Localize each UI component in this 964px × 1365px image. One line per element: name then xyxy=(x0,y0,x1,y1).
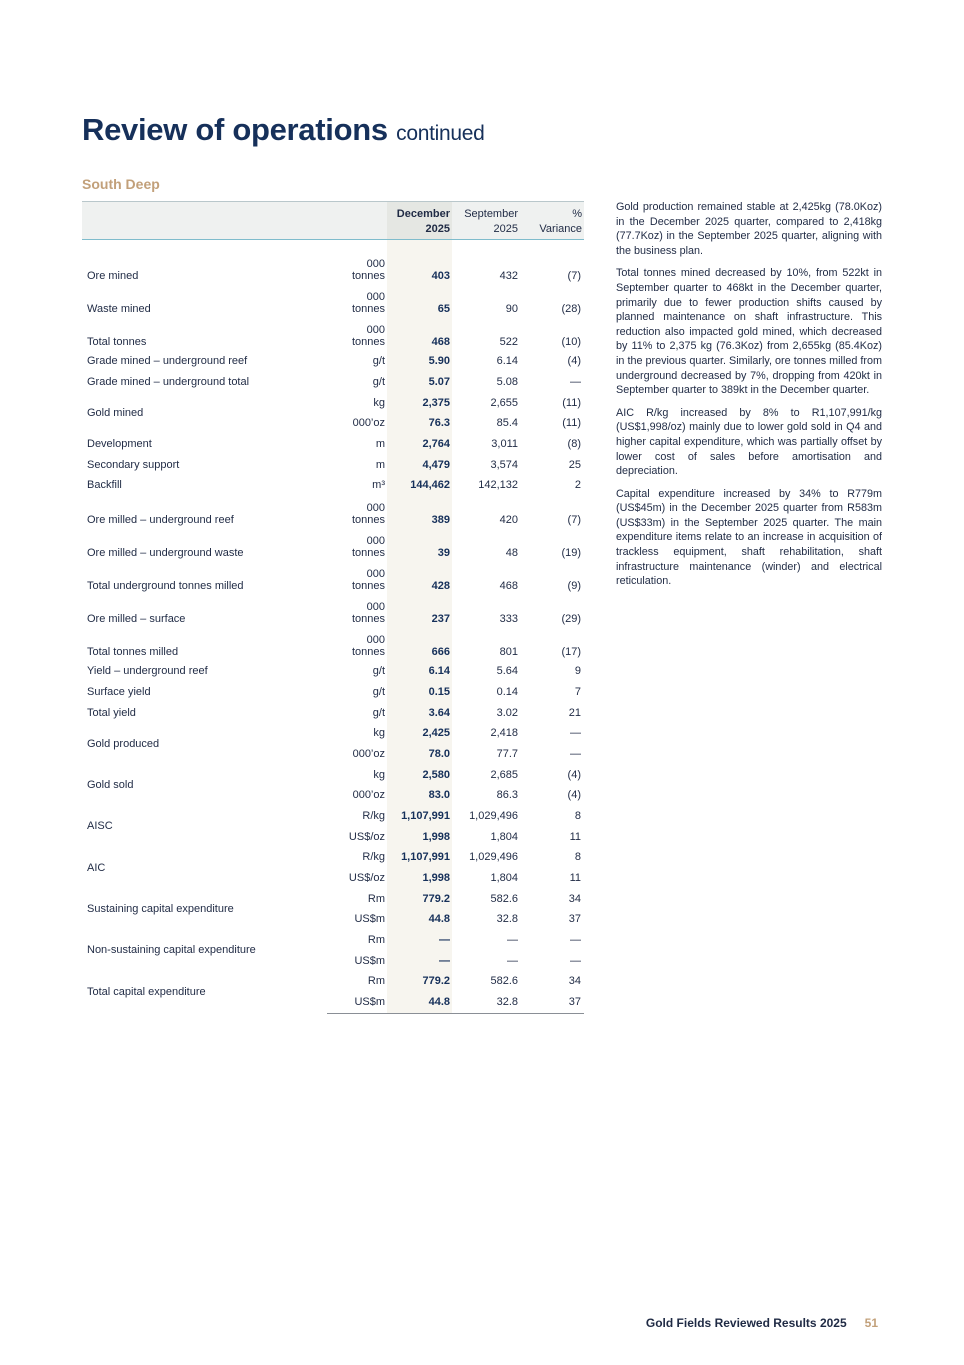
page-title-suffix: continued xyxy=(396,122,485,145)
row-unit: g/t xyxy=(372,355,385,368)
row-variance: 37 xyxy=(520,992,584,1013)
table-row xyxy=(82,847,584,868)
row-label: Waste mined xyxy=(87,303,151,315)
row-label: Ore milled – underground waste xyxy=(87,546,244,559)
row-current-value: 1,107,991 xyxy=(387,847,452,868)
header-current-period: December 2025 xyxy=(387,202,452,240)
commentary xyxy=(616,200,882,597)
table-row xyxy=(82,661,584,682)
row-current-value: 44.8 xyxy=(387,992,452,1013)
row-variance: 34 xyxy=(568,892,581,905)
row-label: Development xyxy=(87,438,152,451)
table-row xyxy=(82,318,584,351)
row-unit: 000 tonnes xyxy=(351,567,385,592)
table-row xyxy=(82,723,584,744)
commentary-paragraph: Capital expenditure increased by 34% to R779m (US$45m) in the December 2025 quarter from R583m (US$33m) in the September 2025 quarter. The main expenditure items relate to an increase in acquisition of trackless equipment, shaft rehabilitation, shaft infrastructure maintenance (winder) and electrical reticulation. xyxy=(616,487,882,588)
row-variance: 34 xyxy=(568,975,581,988)
row-previous-value: 2,685 xyxy=(490,768,518,781)
row-label: Total tonnes xyxy=(87,336,147,348)
table-row xyxy=(82,372,584,393)
table-row xyxy=(82,392,584,413)
row-previous-value: 32.8 xyxy=(452,992,520,1013)
row-label: Gold mined xyxy=(87,407,144,420)
row-unit: kg xyxy=(373,768,385,781)
row-variance: 37 xyxy=(568,913,581,926)
row-unit: g/t xyxy=(372,665,385,678)
row-unit: US$m xyxy=(354,913,385,926)
table-row xyxy=(82,764,584,785)
row-variance: (4) xyxy=(567,768,581,781)
row-previous-value: — xyxy=(507,934,518,947)
row-previous-value: 77.7 xyxy=(496,747,518,760)
table-row xyxy=(82,475,584,496)
row-variance: (17) xyxy=(561,645,581,658)
row-current-value: 0.15 xyxy=(387,682,452,703)
row-variance: (7) xyxy=(567,270,581,282)
row-current-value: 2,764 xyxy=(387,434,452,455)
row-label: Ore milled – surface xyxy=(87,612,186,625)
row-variance: — xyxy=(570,727,581,740)
row-current-value: 779.2 xyxy=(387,888,452,909)
row-current-value: 2,425 xyxy=(387,723,452,744)
row-previous-value: 90 xyxy=(505,303,518,315)
table-row xyxy=(82,930,584,951)
row-previous-value: 2,418 xyxy=(490,727,518,740)
row-previous-value: 3,574 xyxy=(490,458,518,471)
row-current-value: — xyxy=(387,930,452,951)
row-current-value: 83.0 xyxy=(387,785,452,806)
row-current-value: 666 xyxy=(387,628,452,661)
row-label: Ore mined xyxy=(87,270,139,282)
row-previous-value: 582.6 xyxy=(490,975,518,988)
operations-table xyxy=(82,201,584,1014)
table-row xyxy=(82,682,584,703)
row-label: Grade mined – underground reef xyxy=(87,355,248,368)
table-row xyxy=(82,806,584,827)
row-current-value: 389 xyxy=(387,496,452,529)
row-previous-value: — xyxy=(507,954,518,967)
row-unit: US$m xyxy=(354,954,385,967)
row-current-value: 2,375 xyxy=(387,392,452,413)
row-unit: kg xyxy=(373,727,385,740)
row-current-value: 779.2 xyxy=(387,971,452,992)
row-current-value: 1,998 xyxy=(387,868,452,889)
table-row xyxy=(82,285,584,318)
row-label: Gold sold xyxy=(87,778,134,791)
row-previous-value: 86.3 xyxy=(496,789,518,802)
row-current-value: 2,580 xyxy=(387,764,452,785)
row-previous-value: 801 xyxy=(499,645,518,658)
row-current-value: 6.14 xyxy=(387,661,452,682)
row-variance: 25 xyxy=(568,458,581,471)
row-previous-value: 522 xyxy=(499,336,518,348)
row-unit: 000 tonnes xyxy=(351,324,385,348)
row-current-value: — xyxy=(387,950,452,971)
table-row xyxy=(82,351,584,372)
row-variance: 11 xyxy=(569,830,581,843)
row-label: Total capital expenditure xyxy=(87,986,206,999)
row-unit: US$m xyxy=(327,992,387,1013)
header-previous-period: September 2025 xyxy=(452,202,520,240)
row-unit: m³ xyxy=(372,479,385,492)
table-row xyxy=(82,240,584,286)
row-variance: — xyxy=(570,376,581,389)
header-unit xyxy=(327,202,387,240)
row-current-value: 65 xyxy=(387,285,452,318)
row-current-value: 1,998 xyxy=(387,826,452,847)
row-label: Secondary support xyxy=(87,458,180,471)
row-unit: US$/oz xyxy=(348,872,385,885)
row-unit: 000 tonnes xyxy=(351,633,385,658)
row-variance: 9 xyxy=(574,665,581,678)
row-current-value: 44.8 xyxy=(387,909,452,930)
row-unit: kg xyxy=(373,396,385,409)
row-variance: (11) xyxy=(562,396,581,409)
row-variance: — xyxy=(570,747,581,760)
row-variance: (10) xyxy=(561,336,581,348)
page-footer xyxy=(646,1316,878,1330)
table-row xyxy=(82,562,584,595)
table-row xyxy=(82,529,584,562)
row-unit: Rm xyxy=(367,892,385,905)
row-unit: g/t xyxy=(372,376,385,389)
row-label: Grade mined – underground total xyxy=(87,376,250,389)
row-variance: — xyxy=(570,934,581,947)
row-unit: m xyxy=(375,458,385,471)
row-previous-value: 3.02 xyxy=(496,706,518,719)
row-unit: R/kg xyxy=(362,851,385,864)
row-variance: 2 xyxy=(574,479,581,492)
commentary-paragraph: AIC R/kg increased by 8% to R1,107,991/kg (US$1,998/oz) mainly due to lower gold sold in Q4 and higher capital expenditure, which was partially offset by lower cost of sales before amortisation and depreciation. xyxy=(616,406,882,478)
publication-title: Gold Fields Reviewed Results 2025 xyxy=(645,1316,847,1330)
row-current-value: 237 xyxy=(387,595,452,628)
row-label: Total yield xyxy=(87,706,136,719)
row-previous-value: 32.8 xyxy=(496,913,518,926)
row-unit: 000 tonnes xyxy=(351,534,385,559)
commentary-paragraph: Gold production remained stable at 2,425kg (78.0Koz) in the December 2025 quarter, compared to 2,418kg (77.7Koz) in the September 2025 quarter, aligning with the business plan. xyxy=(616,201,882,257)
row-current-value: 428 xyxy=(387,562,452,595)
row-current-value: 3.64 xyxy=(387,702,452,723)
row-current-value: 1,107,991 xyxy=(387,806,452,827)
row-label: AIC xyxy=(87,861,106,874)
header-variance: % Variance xyxy=(520,202,584,240)
row-unit: 000’oz xyxy=(352,417,385,430)
row-label: AISC xyxy=(87,820,113,833)
row-current-value: 4,479 xyxy=(387,454,452,475)
row-unit: 000 tonnes xyxy=(351,258,385,282)
row-label: Yield – underground reef xyxy=(87,665,208,678)
row-previous-value: 582.6 xyxy=(490,892,518,905)
row-previous-value: 432 xyxy=(499,270,518,282)
table-row xyxy=(82,888,584,909)
row-current-value: 468 xyxy=(387,318,452,351)
row-current-value: 78.0 xyxy=(387,744,452,765)
row-variance: (9) xyxy=(567,579,581,592)
row-previous-value: 2,655 xyxy=(490,396,518,409)
row-unit: 000’oz xyxy=(352,789,385,802)
table-row xyxy=(82,702,584,723)
table-row xyxy=(82,628,584,661)
table-row xyxy=(82,496,584,529)
row-unit: Rm xyxy=(367,934,385,947)
table-body xyxy=(82,240,584,1014)
page-title xyxy=(82,112,485,148)
row-previous-value: 3,011 xyxy=(491,438,518,451)
row-label: Backfill xyxy=(87,479,122,492)
row-previous-value: 1,804 xyxy=(490,830,518,843)
row-variance: 7 xyxy=(574,685,581,698)
row-label: Non-sustaining capital expenditure xyxy=(87,944,256,957)
row-label: Gold produced xyxy=(87,737,160,750)
row-unit: 000 tonnes xyxy=(351,291,385,315)
row-previous-value: 142,132 xyxy=(478,479,518,492)
page-number: 51 xyxy=(864,1316,878,1330)
row-variance: (4) xyxy=(567,355,581,368)
row-variance: — xyxy=(570,954,581,967)
row-previous-value: 85.4 xyxy=(496,417,518,430)
row-current-value: 76.3 xyxy=(387,413,452,434)
row-variance: (8) xyxy=(567,438,581,451)
row-unit: 000’oz xyxy=(352,747,385,760)
row-current-value: 39 xyxy=(387,529,452,562)
row-variance: (28) xyxy=(561,303,581,315)
row-previous-value: 5.64 xyxy=(496,665,518,678)
row-previous-value: 420 xyxy=(499,513,518,526)
row-variance: (19) xyxy=(561,546,581,559)
row-variance: 11 xyxy=(569,872,581,885)
row-previous-value: 5.08 xyxy=(496,376,518,389)
row-current-value: 403 xyxy=(387,240,452,286)
row-unit: 000 tonnes xyxy=(351,501,385,526)
table-row xyxy=(82,971,584,992)
row-current-value: 5.07 xyxy=(387,372,452,393)
row-variance: 8 xyxy=(574,809,581,822)
row-unit: 000 tonnes xyxy=(351,600,385,625)
row-current-value: 144,462 xyxy=(387,475,452,496)
commentary-paragraph: Total tonnes mined decreased by 10%, from 522kt in September quarter to 468kt in the December quarter, primarily due to fewer production shifts caused by planned maintenance on shaft infrastructure. This reduction also impacted gold mined, which decreased by 11% to 2,375 kg (76.3Koz) from 2,655kg (85.4Koz) in the previous quarter. Similarly, ore tonnes milled from underground decreased by 7%, dropping from 420kt in September quarter to 389kt in the December quarter. xyxy=(616,267,882,397)
row-previous-value: 468 xyxy=(499,579,518,592)
row-previous-value: 1,029,496 xyxy=(469,809,518,822)
row-variance: (7) xyxy=(567,513,581,526)
row-variance: (29) xyxy=(561,612,581,625)
row-previous-value: 333 xyxy=(499,612,518,625)
header-label xyxy=(82,202,327,240)
row-unit: R/kg xyxy=(362,809,385,822)
row-previous-value: 0.14 xyxy=(496,685,518,698)
row-previous-value: 1,804 xyxy=(490,872,518,885)
row-previous-value: 6.14 xyxy=(496,355,518,368)
row-label: Ore milled – underground reef xyxy=(87,513,234,526)
row-variance: 8 xyxy=(574,851,581,864)
row-label: Total underground tonnes milled xyxy=(87,579,244,592)
row-unit: Rm xyxy=(367,975,385,988)
row-variance: (4) xyxy=(567,789,581,802)
row-variance: (11) xyxy=(562,417,581,430)
page-title-text: Review of operations xyxy=(82,112,388,147)
table-header-row xyxy=(82,202,584,240)
table-row xyxy=(82,434,584,455)
row-unit: US$/oz xyxy=(348,830,385,843)
row-unit: g/t xyxy=(372,685,385,698)
row-previous-value: 1,029,496 xyxy=(469,851,518,864)
row-current-value: 5.90 xyxy=(387,351,452,372)
section-heading: South Deep xyxy=(82,176,160,192)
table-row xyxy=(82,595,584,628)
table-row xyxy=(82,454,584,475)
row-previous-value: 48 xyxy=(505,546,518,559)
row-label: Total tonnes milled xyxy=(87,645,179,658)
row-unit: m xyxy=(375,438,385,451)
row-unit: g/t xyxy=(372,706,385,719)
row-variance: 21 xyxy=(568,706,581,719)
row-label: Surface yield xyxy=(87,685,151,698)
row-label: Sustaining capital expenditure xyxy=(87,903,234,916)
